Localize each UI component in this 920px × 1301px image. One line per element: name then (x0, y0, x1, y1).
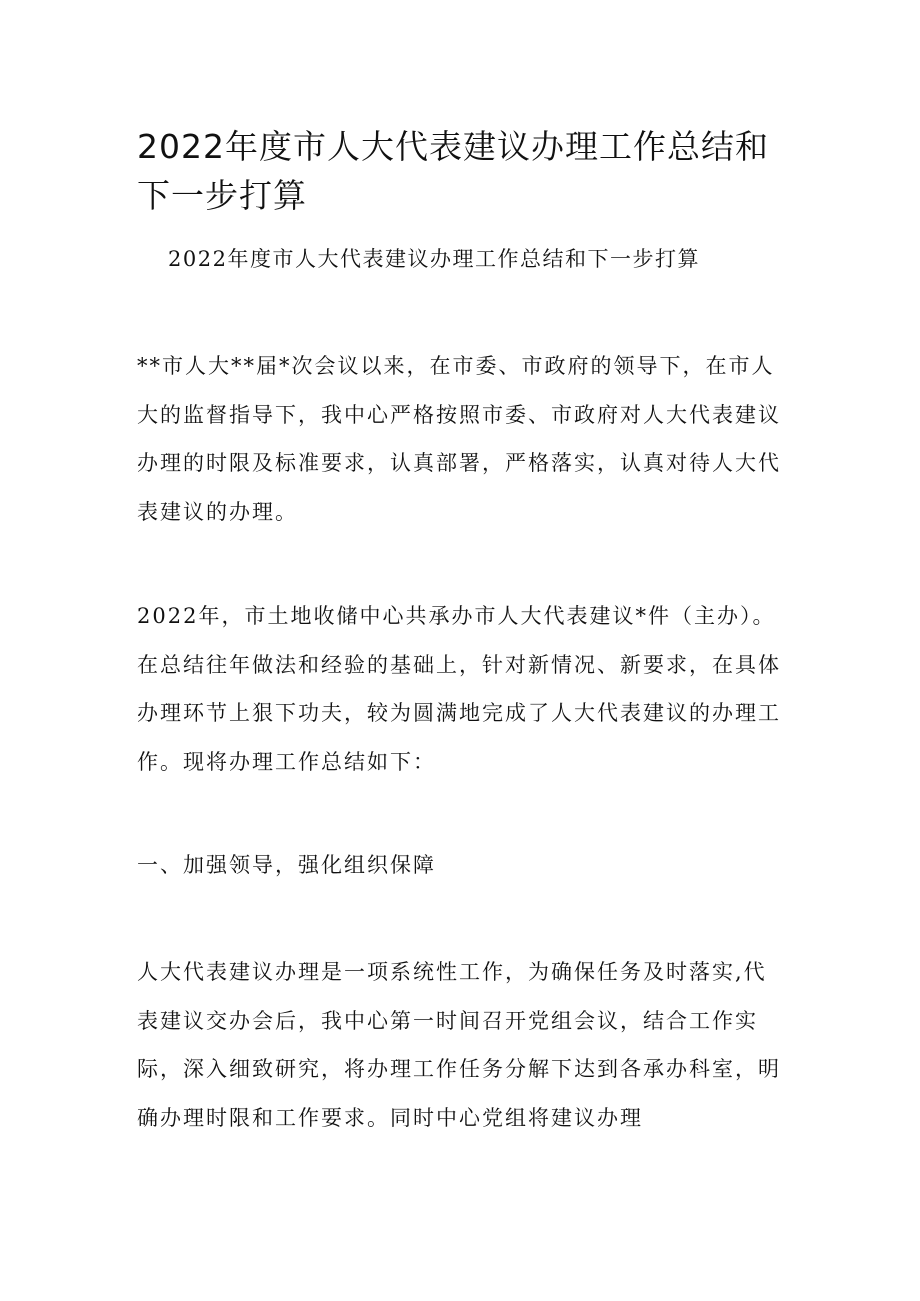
document-title: 2022年度市人大代表建议办理工作总结和下一步打算 (137, 127, 769, 215)
paragraph-overview: 2022年，市土地收储中心共承办市人大代表建议*件（主办）。在总结往年做法和经验的基础上，针对新情况、新要求，在具体办理环节上狠下功夫，较为圆满地完成了人大代表建议的办理工作。现将办理工作总结如下： (137, 604, 781, 774)
section-heading: 一、加强领导，强化组织保障 (137, 853, 436, 877)
paragraph-intro: **市人大**届*次会议以来，在市委、市政府的领导下，在市人大的监督指导下，我中心严格按照市委、市政府对人大代表建议办理的时限及标准要求，认真部署，严格落实，认真对待人大代表建议的办理。 (137, 354, 781, 524)
document-subtitle: 2022年度市人大代表建议办理工作总结和下一步打算 (168, 247, 700, 271)
paragraph-section-body: 人大代表建议办理是一项系统性工作，为确保任务及时落实,代表建议交办会后，我中心第一时间召开党组会议，结合工作实际，深入细致研究，将办理工作任务分解下达到各承办科室，明确办理时限和工作要求。同时中心党组将建议办理 (137, 960, 781, 1130)
